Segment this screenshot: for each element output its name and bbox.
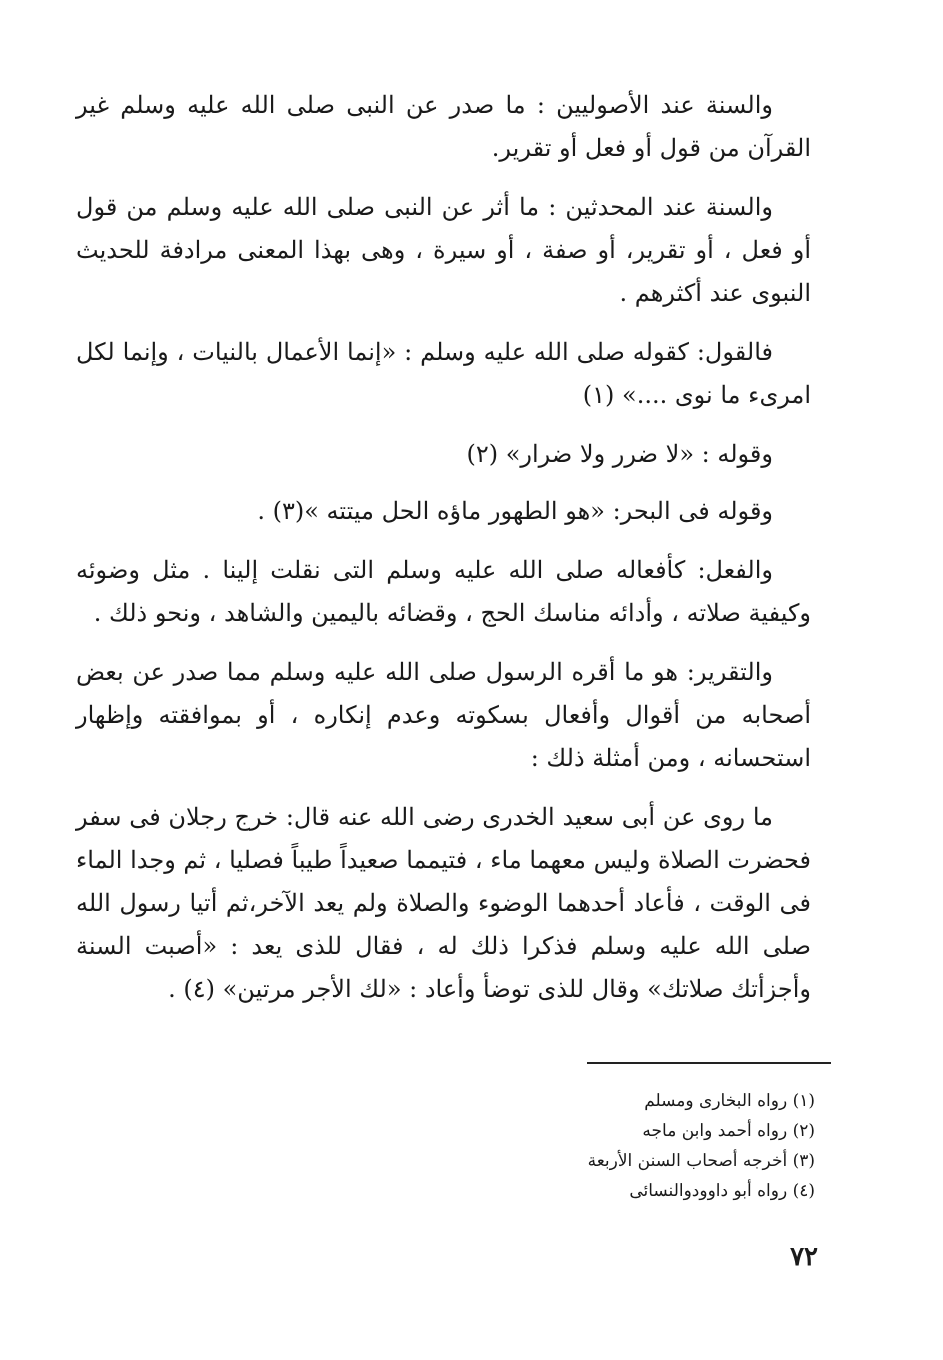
paragraph-qawl: فالقول: كقوله صلى الله عليه وسلم : «إنما الأعمال بالنيات ، وإنما لكل امرىء ما نوى ....» (١) xyxy=(76,338,811,409)
footnote-2: (٢) رواه أحمد وابن ماجه xyxy=(642,1121,815,1141)
footnotes xyxy=(415,1086,815,1206)
footnote-divider xyxy=(587,1062,831,1064)
footnote-3: (٣) أخرجه أصحاب السنن الأربعة xyxy=(587,1151,815,1171)
paragraph-hadith-abi-said: ما روى عن أبى سعيد الخدرى رضى الله عنه قال: خرج رجلان فى سفر فحضرت الصلاة وليس معهما ماء ، فتيمما صعيداً طيباً فصليا ، ثم وجدا الماء فى الوقت ، فأعاد أحدهما الوضوء والصلاة ولم يعد الآخر،ثم أتيا رسول الله صلى الله عليه وسلم فذكرا ذلك له ، فقال للذى يعد : «أصبت السنة وأجزأتك صلاتك» وقال للذى توضأ وأعاد : «لك الأجر مرتين» (٤) . xyxy=(76,803,811,1003)
footnote-1: (١) رواه البخارى ومسلم xyxy=(644,1091,815,1111)
paragraph-la-darar: وقوله : «لا ضرر ولا ضرار» (٢) xyxy=(466,440,773,468)
paragraph-sunnah-usuliyyin: والسنة عند الأصوليين : ما صدر عن النبى صلى الله عليه وسلم غير القرآن من قول أو فعل أو تقرير. xyxy=(76,91,811,162)
paragraph-sunnah-muhaddithin: والسنة عند المحدثين : ما أثر عن النبى صلى الله عليه وسلم من قول أو فعل ، أو تقرير، أو صفة ، أو سيرة ، وهى بهذا المعنى مرادفة للحديث النبوى عند أكثرهم . xyxy=(76,193,811,307)
page-number: ٧٢ xyxy=(790,1242,818,1272)
body-text xyxy=(76,84,811,1027)
paragraph-fil: والفعل: كأفعاله صلى الله عليه وسلم التى نقلت إلينا . مثل وضوئه وكيفية صلاته ، وأدائه مناسك الحج ، وقضائه باليمين والشاهد ، ونحو ذلك . xyxy=(76,556,811,627)
paragraph-taqrir: والتقرير: هو ما أقره الرسول صلى الله عليه وسلم مما صدر عن بعض أصحابه من أقوال وأفعال بسكوته وعدم إنكاره ، أو بموافقته وإظهار استحسانه ، ومن أمثلة ذلك : xyxy=(76,658,811,772)
paragraph-bahr: وقوله فى البحر: «هو الطهور ماؤه الحل ميتته »(٣) . xyxy=(257,497,773,525)
footnote-4: (٤) رواه أبو داوودوالنسائى xyxy=(629,1181,815,1201)
